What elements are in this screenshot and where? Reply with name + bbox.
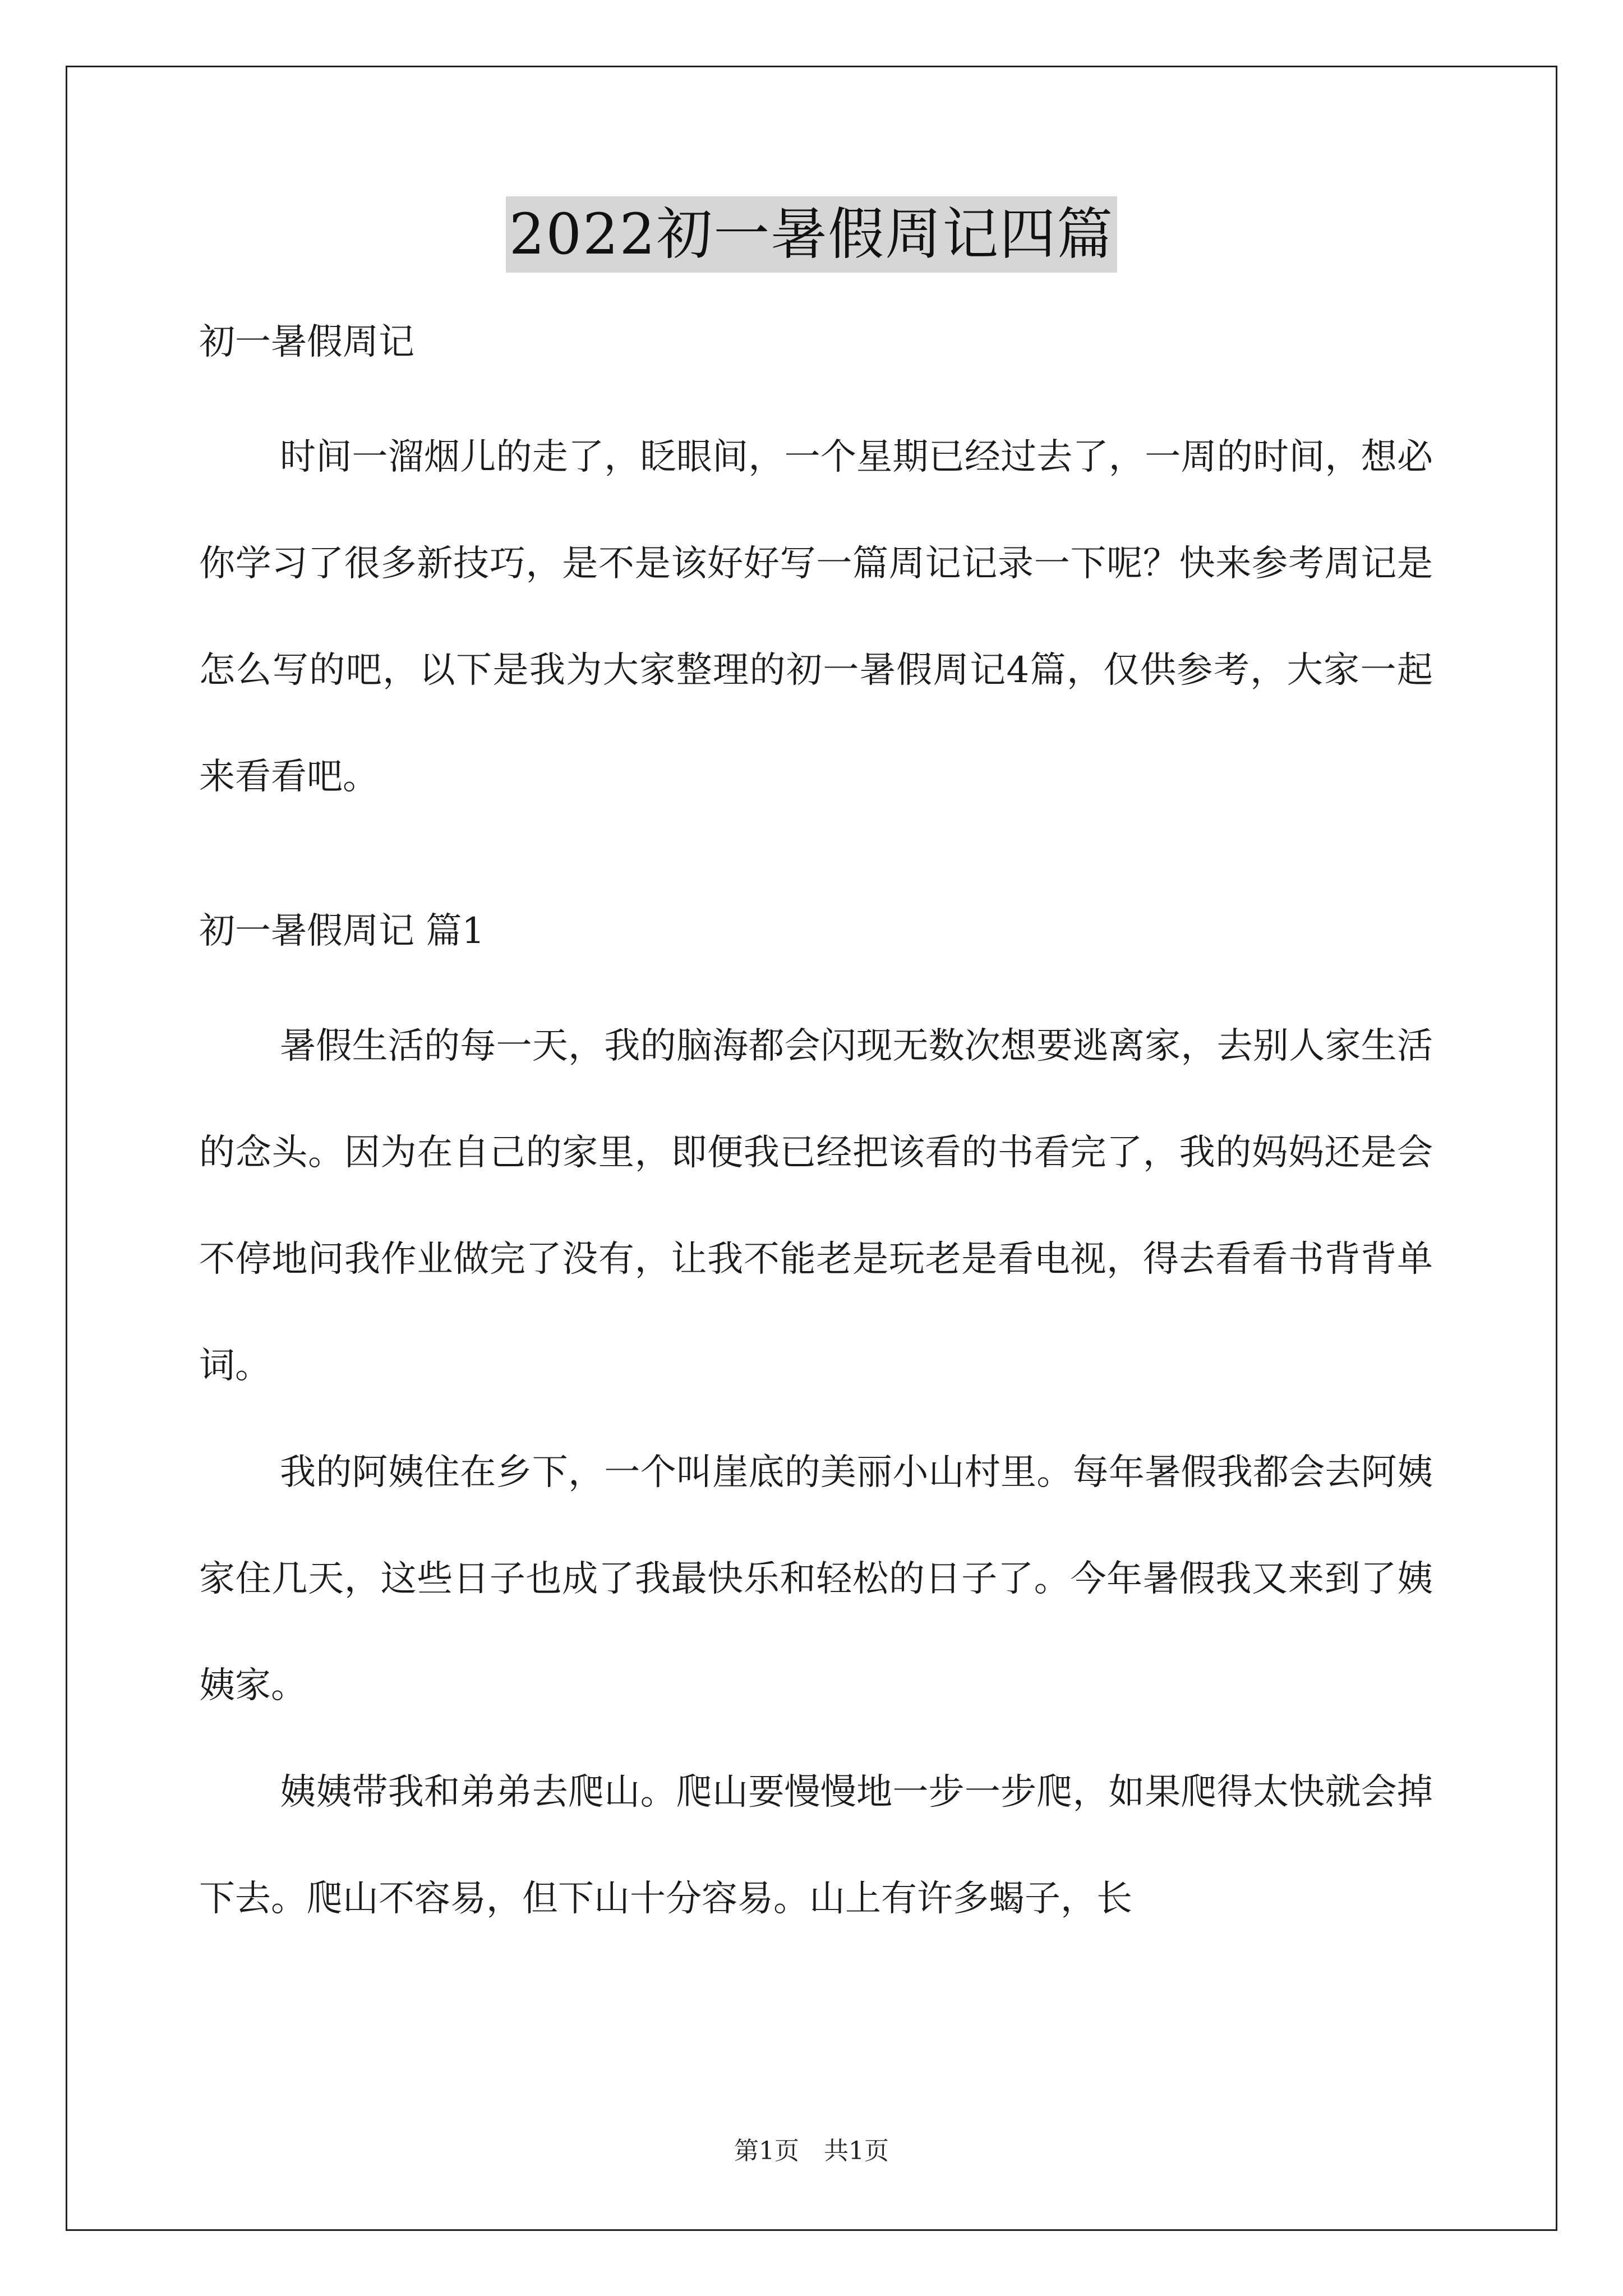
title-container [0,196,1623,273]
document-title: 2022初一暑假周记四篇 [506,196,1118,273]
body-paragraph: 我的阿姨住在乡下，一个叫崖底的美丽小山村里。每年暑假我都会去阿姨家住几天，这些日子也成了我最快乐和轻松的日子了。今年暑假我又来到了姨姨家。 [199,1452,1433,1706]
intro-paragraph: 时间一溜烟儿的走了，眨眼间，一个星期已经过去了，一周的时间，想必你学习了很多新技巧，是不是该好好写一篇周记记录一下呢？快来参考周记是怎么写的吧，以下是我为大家整理的初一暑假周记4篇，仅供参考，大家一起来看看吧。 [199,436,1433,798]
body-paragraph: 暑假生活的每一天，我的脑海都会闪现无数次想要逃离家，去别人家生活的念头。因为在自己的家里，即便我已经把该看的书看完了，我的妈妈还是会不停地问我作业做完了没有，让我不能老是玩老是看电视，得去看看书背背单词。 [199,1025,1433,1387]
article-heading: 初一暑假周记 篇1 [199,910,485,952]
section-heading: 初一暑假周记 [199,321,414,363]
page-footer: 第1页 共1页 [734,2137,889,2165]
document-body [199,314,1433,1952]
body-paragraph: 姨姨带我和弟弟去爬山。爬山要慢慢地一步一步爬，如果爬得太快就会掉下去。爬山不容易，但下山十分容易。山上有许多蝎子，长 [199,1772,1433,1920]
